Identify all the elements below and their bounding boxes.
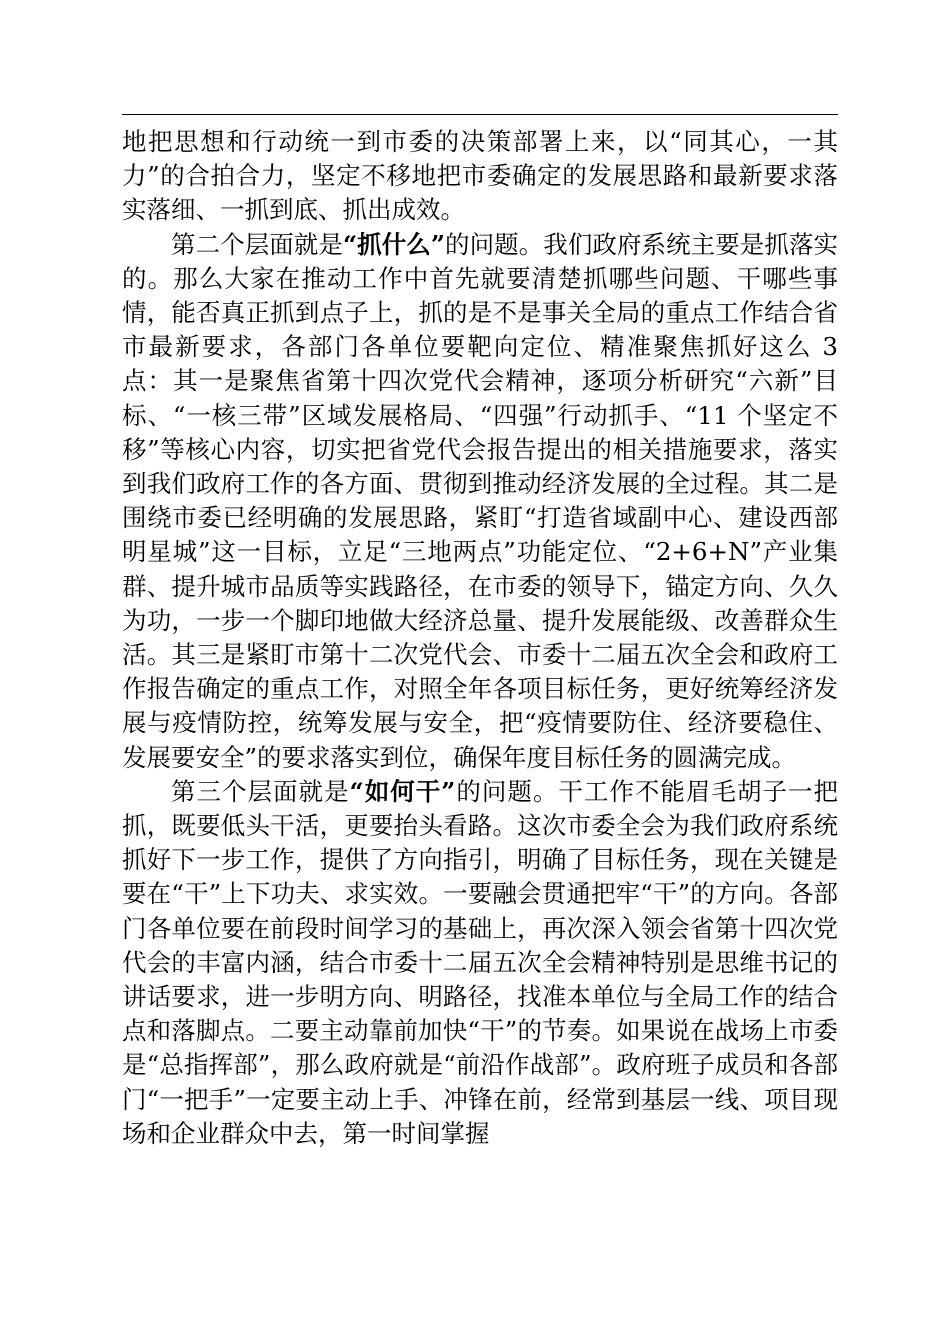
- paragraph-body: 的问题。我们政府系统主要是抓落实的。那么大家在推动工作中首先就要清楚抓哪些问题、干哪些事情，能否真正抓到点子上，抓的是不是事关全局的重点工作结合省市最新要求，各部门各单位要靶向定位、精准聚焦抓好这么 3 点：其一是聚焦省第十四次党代会精神，逐项分析研究“六新”目标、“一核三带”区域发展格局、“四强”行动抓手、“11 个坚定不移”等核心内容，切实把省党代会报告提出的相关措施要求，落实到我们政府工作的各方面、贯彻到推动经济发展的全过程。其二是围绕市委已经明确的发展思路，紧盯“打造省域副中心、建设西部明星城”这一目标，立足“三地两点”功能定位、“2+6+N”产业集群、提升城市品质等实践路径，在市委的领导下，锚定方向、久久为功，一步一个脚印地做大经济总量、提升发展能级、改善群众生活。其三是紧盯市第十二次党代会、市委十二届五次全会和政府工作报告确定的重点工作，对照全年各项目标任务，更好统筹经济发展与疫情防控，统筹发展与安全，把“疫情要防住、经济要稳住、发展要安全”的要求落实到位，确保年度目标任务的圆满完成。: [122, 229, 839, 772]
- paragraph-lead: 第二个层面就是: [171, 229, 343, 259]
- paragraph-what-to-grasp: [122, 228, 838, 775]
- paragraph-body: 的问题。干工作不能眉毛胡子一把抓，既要低头干活，更要抬头看路。这次市委全会为我们政府系统抓好下一步工作，提供了方向指引，明确了目标任务，现在关键是要在“干”上下功夫、求实效。一要融会贯通把牢“干”的方向。各部门各单位要在前段时间学习的基础上，再次深入领会省第十四次党代会的丰富内涵，结合市委十二届五次全会精神特别是思维书记的讲话要求，进一步明方向、明路径，找准本单位与全局工作的结合点和落脚点。二要主动靠前加快“干”的节奏。如果说在战场上市委是“总指挥部”，那么政府就是“前沿作战部”。政府班子成员和各部门“一把手”一定要主动上手、冲锋在前，经常到基层一线、项目现场和企业群众中去，第一时间掌握: [122, 776, 839, 1148]
- paragraph-lead: 第三个层面就是: [171, 776, 350, 806]
- paragraph-continuation: 地把思想和行动统一到市委的决策部署上来，以“同其心，一其力”的合拍合力，坚定不移地把市委确定的发展思路和最新要求落实落细、一抓到底、抓出成效。: [122, 127, 838, 225]
- keyword-how-to-do: “如何干”: [349, 776, 456, 806]
- header-rule: [122, 114, 838, 115]
- keyword-what-to-grasp: “抓什么”: [342, 229, 445, 259]
- paragraph-how-to-do: [122, 775, 838, 1151]
- body-text: [122, 125, 838, 1151]
